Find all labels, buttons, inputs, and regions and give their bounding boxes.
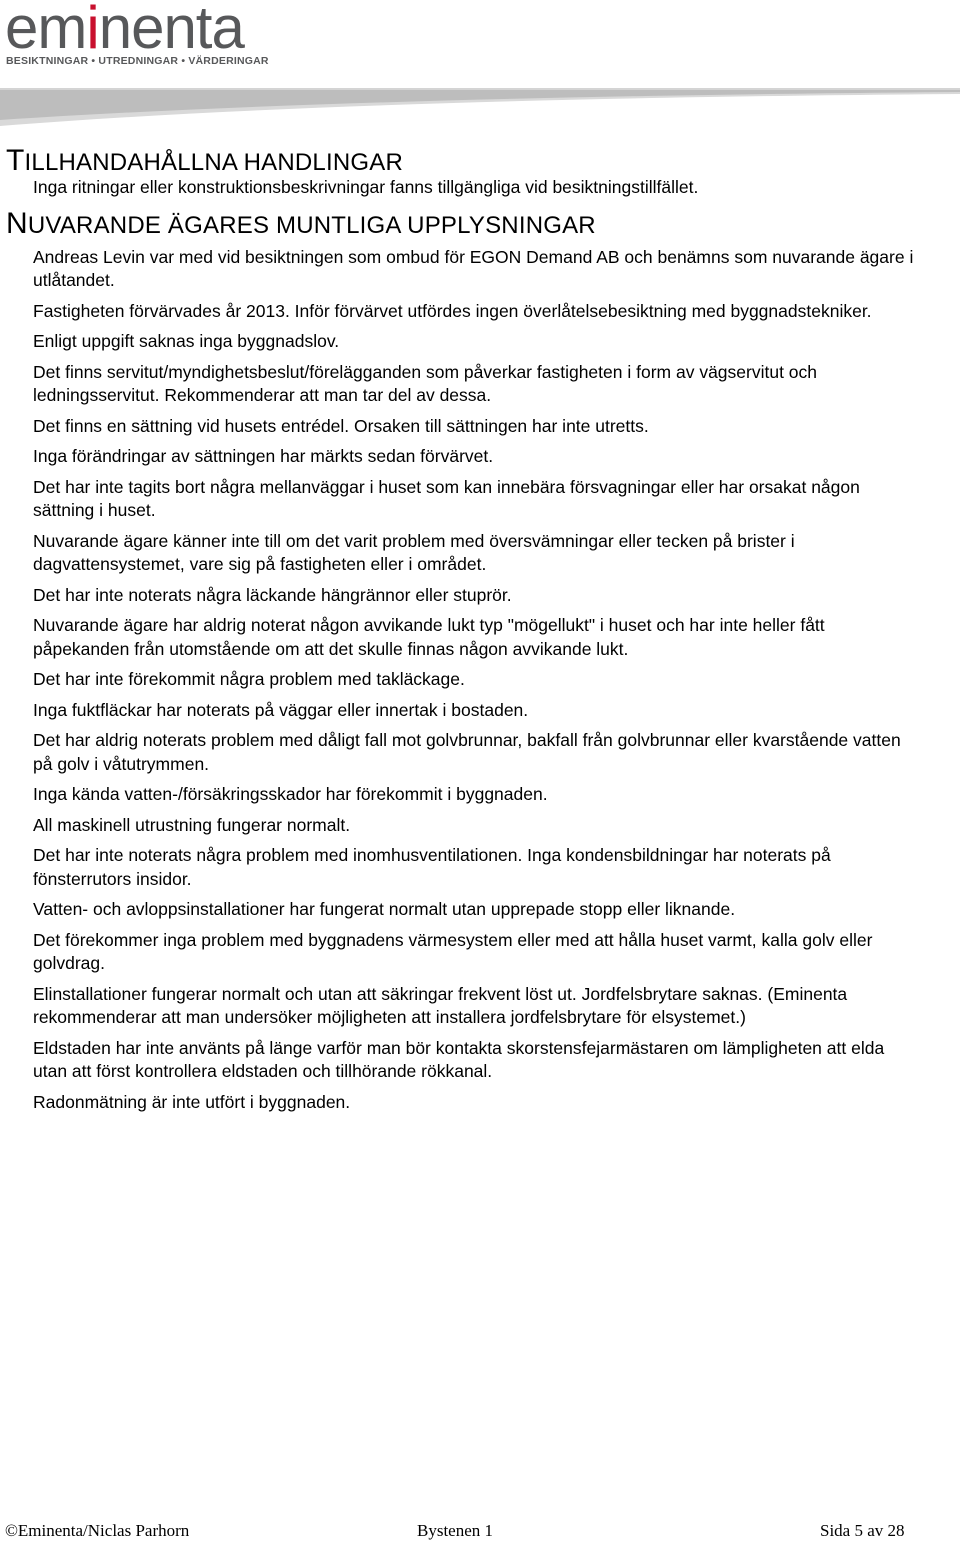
page-footer (0, 1521, 960, 1543)
footer-page-number: Sida 5 av 28 (820, 1521, 905, 1540)
paragraph: Inga kända vatten-/försäkringsskador har förekommit i byggnaden. (33, 784, 548, 804)
paragraph: Det har inte noterats några problem med inomhusventilationen. Inga kondensbildningar har noterats på fönsterrutors insidor. (33, 845, 831, 889)
page-header (0, 0, 960, 130)
section-title-tillhandahallna-handlingar: TILLHANDAHÅLLNA HANDLINGAR (6, 144, 403, 177)
paragraph: Det har inte förekommit några problem med takläckage. (33, 669, 465, 689)
paragraph: Det finns en sättning vid husets entrédel. Orsaken till sättningen har inte utretts. (33, 415, 649, 436)
header-swoosh-decoration (0, 80, 960, 128)
paragraph: Inga fuktfläckar har noterats på väggar eller innertak i bostaden. (33, 699, 529, 720)
paragraph: Det förekommer inga problem med byggnadens värmesystem eller med att hålla huset varmt, kalla golv eller golvdrag. (33, 929, 873, 973)
footer-copyright: ©Eminenta/Niclas Parhorn (5, 1521, 190, 1540)
paragraph: Nuvarande ägare känner inte till om det varit problem med översvämningar eller tecken på brister i dagvattensystemet, vare sig på fastigheten eller i området. (33, 530, 795, 574)
paragraph: Elinstallationer fungerar normalt och utan att säkringar frekvent löst ut. Jordfelsbrytare saknas. (Eminenta rekommenderar att man undersöker möjligheten att installera jordfelsbrytare för elsystemet.) (33, 983, 848, 1027)
page-content (0, 143, 960, 1121)
paragraph: Inga ritningar eller konstruktionsbeskrivningar fanns tillgängliga vid besiktningstillfället. (33, 177, 699, 197)
paragraph: Det har aldrig noterats problem med dåligt fall mot golvbrunnar, bakfall från golvbrunnar eller kvarstående vatten på golv i våtutrymmen. (33, 730, 901, 774)
paragraph: Det har inte noterats några läckande hängrännor eller stuprör. (33, 584, 512, 605)
paragraph: Andreas Levin var med vid besiktningen som ombud för EGON Demand AB och benämns som nuvarande ägare i utlåtandet. (33, 246, 914, 290)
paragraph: Det finns servitut/myndighetsbeslut/förelägganden som påverkar fastigheten i form av vägservitut och ledningsservitut. Rekommenderar att man tar del av dessa. (33, 361, 818, 405)
paragraph: Fastigheten förvärvades år 2013. Inför förvärvet utfördes ingen överlåtelsebesiktning med byggnadstekniker. (33, 300, 872, 321)
footer-property-name: Bystenen 1 (417, 1521, 494, 1540)
paragraph: Det har inte tagits bort några mellanväggar i huset som kan innebära försvagningar eller har orsakat någon sättning i huset. (33, 476, 860, 520)
paragraph: Eldstaden har inte använts på länge varför man bör kontakta skorstensfejarmästaren om lämpligheten att elda utan att först kontrollera eldstaden och tillhörande rökkanal. (33, 1037, 885, 1081)
paragraph: Nuvarande ägare har aldrig noterat någon avvikande lukt typ "mögellukt" i huset och har inte heller fått påpekanden från utomstående om att det skulle finnas någon avvikande lukt. (33, 615, 825, 659)
paragraph: All maskinell utrustning fungerar normalt. (33, 814, 351, 835)
eminenta-logo: eminenta (5, 0, 244, 61)
logo-tagline: BESIKTNINGAR • UTREDNINGAR • VÄRDERINGAR (6, 55, 269, 67)
paragraph: Enligt uppgift saknas inga byggnadslov. (33, 331, 340, 351)
paragraph: Radonmätning är inte utfört i byggnaden. (33, 1091, 351, 1112)
paragraph: Vatten- och avloppsinstallationer har fungerat normalt utan upprepade stopp eller liknande. (33, 899, 736, 919)
paragraph: Inga förändringar av sättningen har märkts sedan förvärvet. (33, 446, 494, 466)
section-title-nuvarande-agares-upplysningar: NUVARANDE ÄGARES MUNTLIGA UPPLYSNINGAR (6, 206, 596, 240)
